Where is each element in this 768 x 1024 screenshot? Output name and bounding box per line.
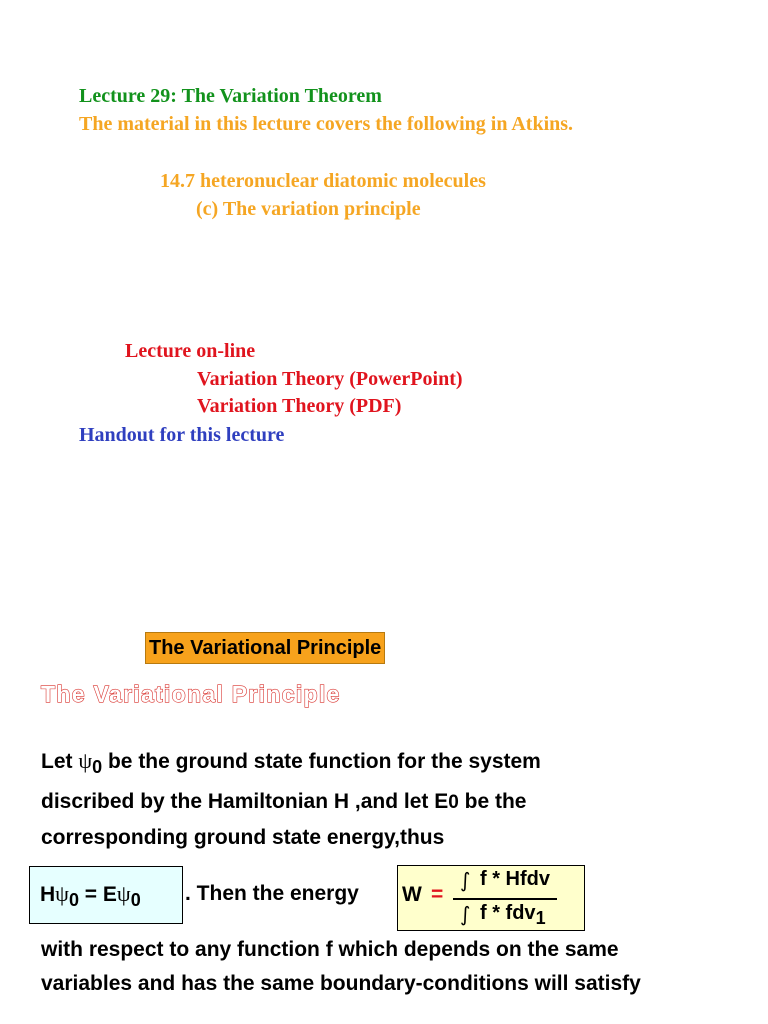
w-equals: =	[431, 883, 444, 906]
w-label: W	[402, 883, 422, 906]
e-subscript: 0	[448, 792, 459, 813]
denominator	[480, 902, 546, 928]
section-heading: 14.7 heteronuclear diatomic molecules	[160, 170, 486, 192]
numerator: f * Hfdv	[480, 868, 550, 890]
denominator-subscript: 1	[535, 908, 546, 928]
eq-h: H	[40, 883, 56, 906]
body-line-4: with respect to any function f which depends on the same	[41, 938, 619, 961]
body-line-3: corresponding ground state energy,thus	[41, 826, 445, 849]
handout-link[interactable]: Handout for this lecture	[79, 424, 285, 446]
line2-end: be the	[458, 790, 527, 813]
integral-sign-bottom: ∫	[460, 902, 471, 926]
body-line-2	[41, 787, 527, 818]
line2-start: discribed by the Hamiltonian H ,and let E	[41, 790, 449, 813]
eq-equals-e: = E	[78, 883, 117, 906]
eq-psi-left: ψ	[55, 881, 69, 906]
integral-sign-top: ∫	[460, 868, 471, 892]
schrodinger-equation	[40, 880, 141, 909]
body-line-5: variables and has the same boundary-conditions will satisfy	[41, 972, 641, 995]
lecture-title: Lecture 29: The Variation Theorem	[79, 85, 382, 107]
slide-outline-title: The Variational Principle	[41, 681, 341, 707]
line1-start: Let	[41, 750, 79, 773]
psi-subscript: 0	[92, 757, 103, 777]
eq-psi-right: ψ	[116, 881, 131, 906]
intro-text: The material in this lecture covers the following in Atkins.	[79, 113, 574, 135]
lecture-online-link[interactable]: Lecture on-line	[125, 340, 256, 362]
denominator-text: f * fdv	[480, 902, 536, 924]
psi-symbol: ψ	[78, 748, 93, 773]
pdf-link[interactable]: Variation Theory (PDF)	[197, 395, 402, 417]
subsection-heading: (c) The variation principle	[196, 198, 421, 220]
energy-functional-box	[397, 865, 585, 931]
slide-banner: The Variational Principle	[145, 632, 385, 664]
eq-sub-left: 0	[68, 890, 79, 910]
equation-box	[29, 866, 183, 924]
eq-sub-right: 0	[130, 890, 141, 910]
fraction-bar	[453, 898, 557, 900]
powerpoint-link[interactable]: Variation Theory (PowerPoint)	[197, 368, 463, 390]
body-line-1	[41, 746, 541, 777]
line1-end: be the ground state function for the system	[102, 750, 541, 773]
then-energy-text: . Then the energy	[185, 882, 359, 905]
